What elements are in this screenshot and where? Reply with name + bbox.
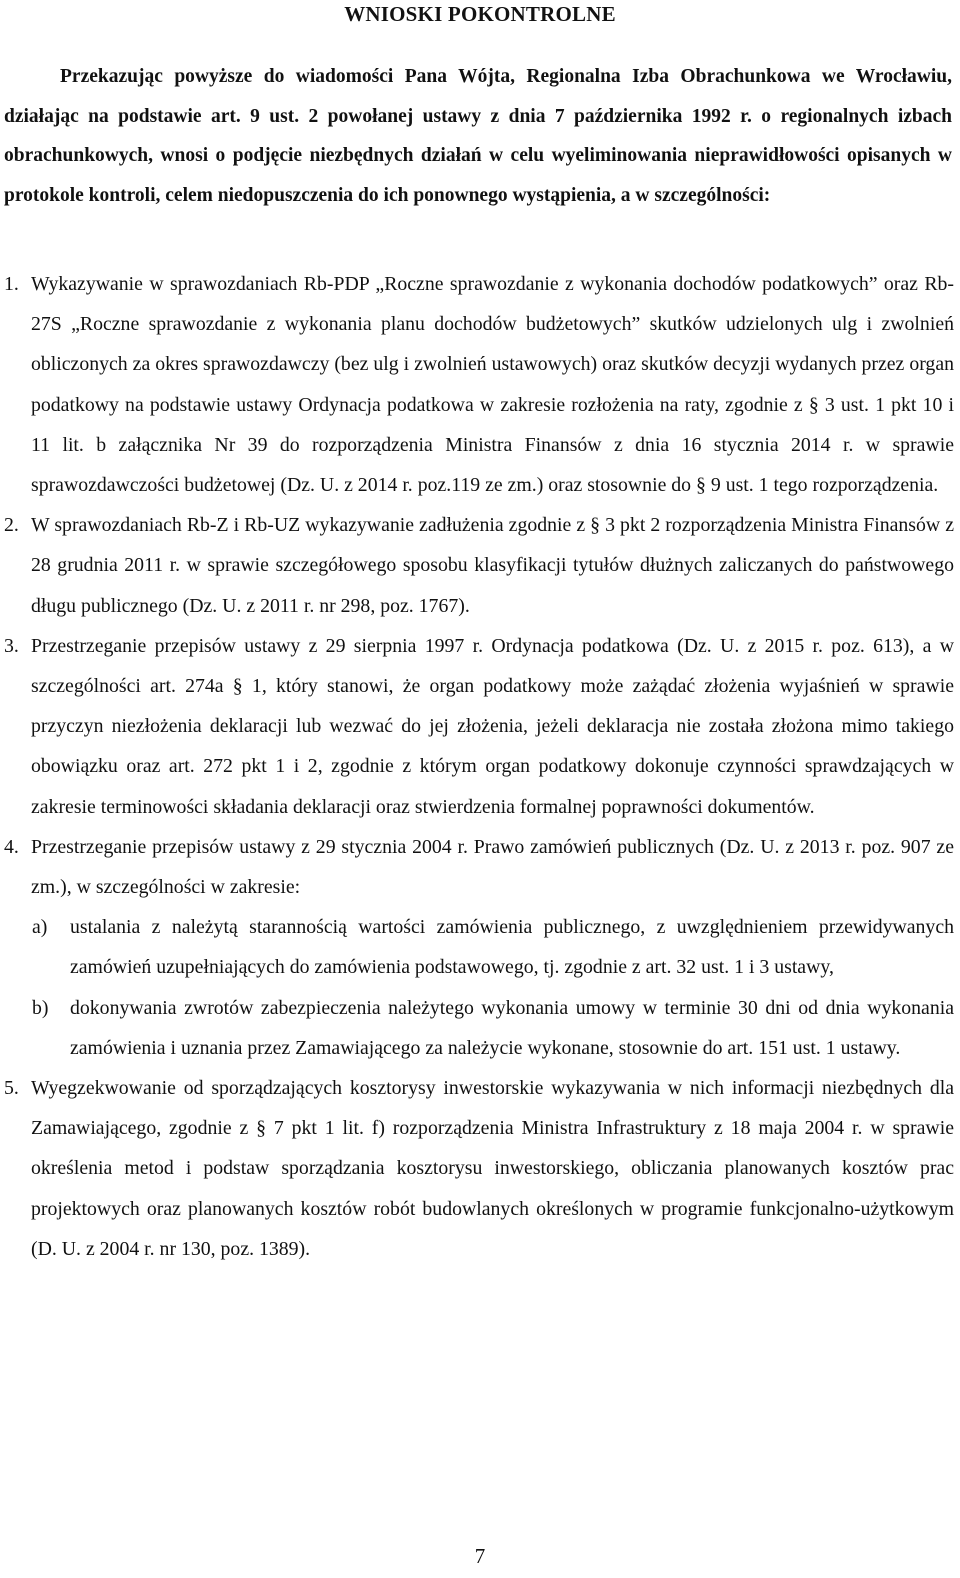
item-number: 2.: [4, 514, 19, 537]
recommendation-item-1: [4, 264, 954, 505]
recommendation-item-4: [4, 827, 954, 1068]
document-heading: WNIOSKI POKONTROLNE: [344, 2, 616, 26]
item-number: 5.: [4, 1077, 19, 1100]
item-number: 1.: [4, 273, 19, 295]
sub-item-text: dokonywania zwrotów zabezpieczenia należytego wykonania umowy w terminie 30 dni od dnia wykonania zamówienia i uznania przez Zamawiającego za należycie wykonane, stosownie do art. 151 ust. 1 ustawy.: [70, 996, 954, 1059]
sub-item-letter: a): [32, 916, 48, 939]
recommendation-item-2: [4, 505, 954, 626]
item-text: Przestrzeganie przepisów ustawy z 29 sierpnia 1997 r. Ordynacja podatkowa (Dz. U. z 2015 r. poz. 613), a w szczególności art. 274a § 1, który stanowi, że organ podatkowy może zażądać złożenia wyjaśnień w sprawie przyczyn niezłożenia deklaracji lub wezwać do jej złożenia, jeżeli deklaracja nie została złożona mimo takiego obowiązku oraz art. 272 pkt 1 i 2, zgodnie z którym organ podatkowy dokonuje czynności sprawdzających w zakresie terminowości składania deklaracji oraz stwierdzenia formalnej poprawności dokumentów.: [31, 634, 954, 818]
sub-recommendations-list: [31, 907, 954, 1068]
item-text: Wyegzekwowanie od sporządzających kosztorysy inwestorskie wykazywania w nich informacji niezbędnych dla Zamawiającego, zgodnie z § 7 pkt 1 lit. f) rozporządzenia Ministra Infrastruktury z 18 maja 2004 r. w sprawie określenia metod i podstaw sporządzania kosztorysu inwestorskiego, obliczania planowanych kosztów prac projektowych oraz planowanych kosztów robót budowlanych określonych w programie funkcjonalno-użytkowym (D. U. z 2004 r. nr 130, poz. 1389).: [31, 1077, 954, 1260]
sub-item-letter: b): [32, 996, 49, 1019]
item-text: W sprawozdaniach Rb-Z i Rb-UZ wykazywanie zadłużenia zgodnie z § 3 pkt 2 rozporządzenia Ministra Finansów z 28 grudnia 2011 r. w sprawie szczegółowego sposobu klasyfikacji tytułów dłużnych zaliczanych do państwowego długu publicznego (Dz. U. z 2011 r. nr 298, poz. 1767).: [31, 514, 954, 617]
item-number: 4.: [4, 835, 19, 858]
item-text: Przestrzeganie przepisów ustawy z 29 stycznia 2004 r. Prawo zamówień publicznych (Dz. U. z 2013 r. poz. 907 ze zm.), w szczególności w zakresie:: [31, 835, 954, 899]
sub-item-text: ustalania z należytą starannością wartości zamówienia publicznego, z uwzględnieniem przewidywanych zamówień uzupełniających do zamówienia podstawowego, tj. zgodnie z art. 32 ust. 1 i 3 ustawy,: [70, 916, 954, 979]
recommendations-list: [4, 264, 954, 1269]
sub-item-a: [31, 907, 954, 987]
item-text: Wykazywanie w sprawozdaniach Rb-PDP „Roczne sprawozdanie z wykonania dochodów podatkowych” oraz Rb-27S „Roczne sprawozdanie z wykonania planu dochodów budżetowych” skutków udzielonych ulg i zwolnień obliczonych za okres sprawozdawczy (bez ulg i zwolnień ustawowych) oraz skutków decyzji wydanych przez organ podatkowy na podstawie ustawy Ordynacja podatkowa w zakresie rozłożenia na raty, zgodnie z § 3 ust. 1 pkt 10 i 11 lit. b załącznika Nr 39 do rozporządzenia Ministra Finansów z dnia 16 stycznia 2014 r. w sprawie sprawozdawczości budżetowej (Dz. U. z 2014 r. poz.119 ze zm.) oraz stosownie do § 9 ust. 1 tego rozporządzenia.: [31, 273, 954, 497]
intro-paragraph: Przekazując powyższe do wiadomości Pana Wójta, Regionalna Izba Obrachunkowa we Wrocławiu, działając na podstawie art. 9 ust. 2 powołanej ustawy z dnia 7 października 1992 r. o regionalnych izbach obrachunkowych, wnosi o podjęcie niezbędnych działań w celu wyeliminowania nieprawidłowości opisanych w protokole kontroli, celem niedopuszczenia do ich ponownego wystąpienia, a w szczególności:: [4, 66, 952, 206]
page-number: 7: [474, 1544, 486, 1568]
item-number: 3.: [4, 634, 19, 657]
sub-item-b: [31, 988, 954, 1068]
recommendation-item-5: [4, 1068, 954, 1269]
recommendation-item-3: [4, 626, 954, 827]
